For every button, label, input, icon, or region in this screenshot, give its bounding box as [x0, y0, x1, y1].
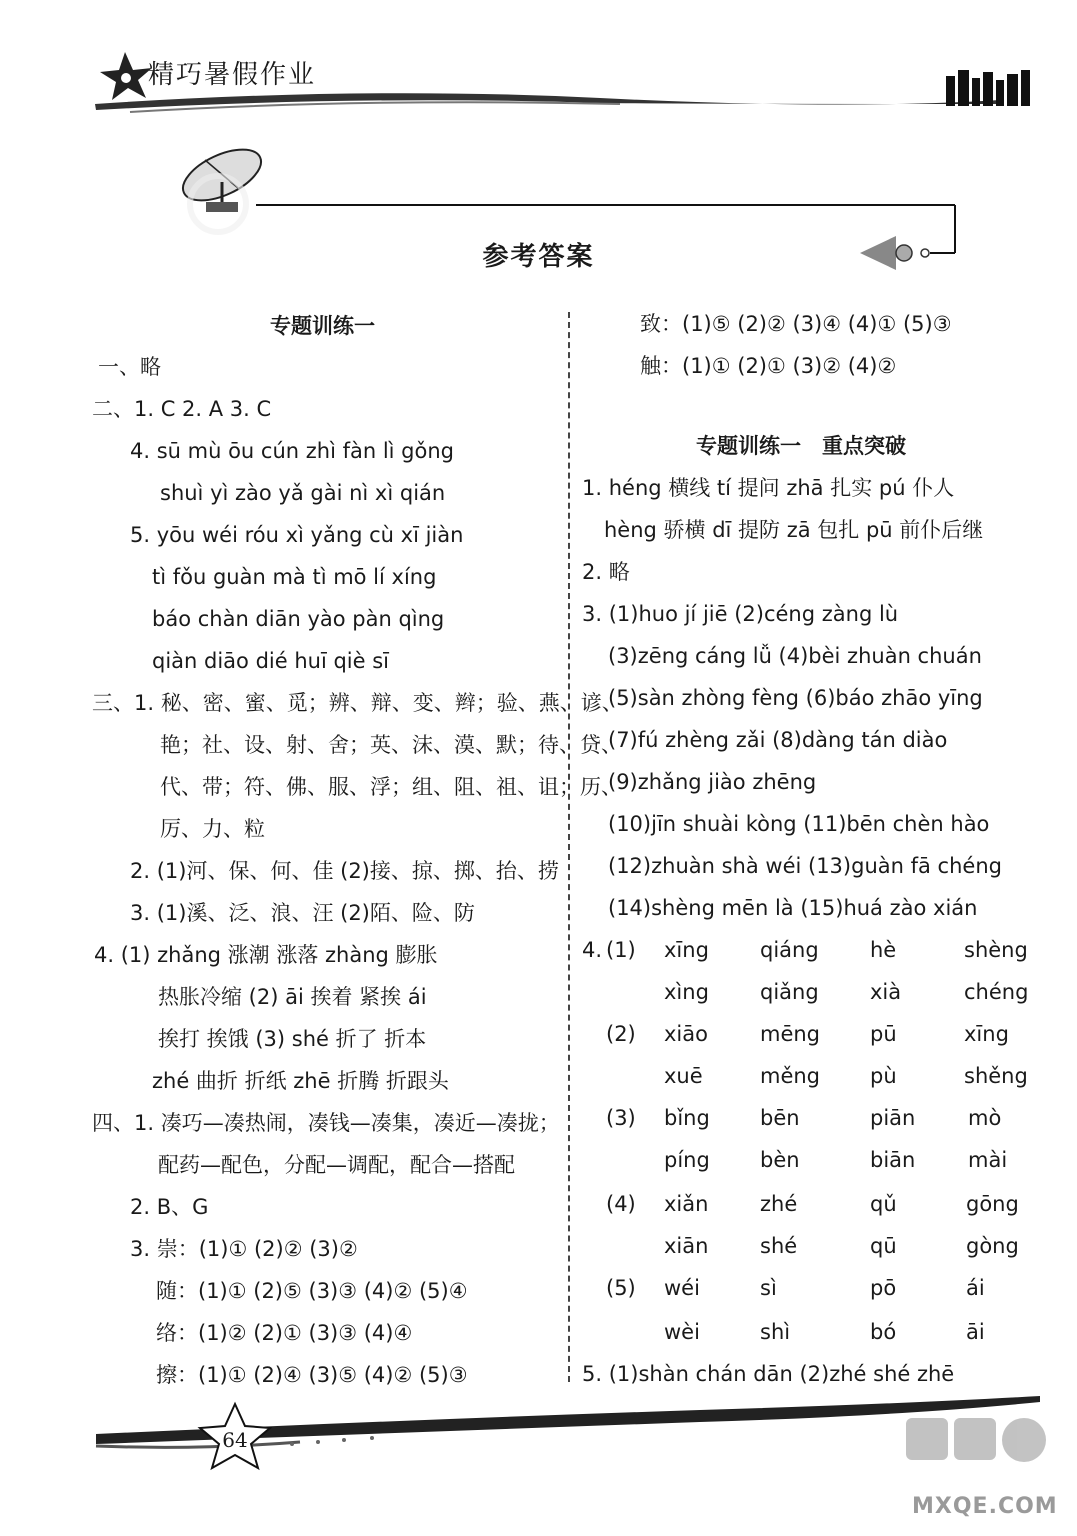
- pinyin-cell: xiāo: [664, 1022, 708, 1046]
- pinyin-cell: xuē: [664, 1064, 703, 1088]
- group-label: (5): [606, 1276, 636, 1300]
- pinyin-cell: mò: [968, 1106, 1002, 1130]
- pinyin-cell: chéng: [964, 980, 1029, 1004]
- answer-line: 随：(1)① (2)⑤ (3)③ (4)② (5)④: [156, 1279, 468, 1303]
- answer-line: 3. 崇：(1)① (2)② (3)②: [130, 1237, 358, 1261]
- pinyin-cell: píng: [664, 1148, 710, 1172]
- answer-line: 3. (1)溪、泛、浪、汪 (2)陌、险、防: [130, 901, 475, 925]
- answer-line: 4. (1) zhǎng 涨潮 涨落 zhàng 膨胀: [94, 943, 438, 967]
- pinyin-cell: mēng: [760, 1022, 821, 1046]
- pinyin-cell: hè: [870, 938, 897, 962]
- watermark-icon: [906, 1418, 1046, 1462]
- books-icon: [946, 70, 1030, 106]
- answer-line: 2. (1)河、保、何、佳 (2)接、掠、掷、抬、捞: [130, 859, 559, 883]
- group-label: (1): [606, 938, 636, 962]
- answer-line: 擦：(1)① (2)④ (3)⑤ (4)② (5)③: [156, 1363, 468, 1387]
- pinyin-cell: mài: [968, 1148, 1008, 1172]
- answer-line: (3)zēng cáng lǚ (4)bèi zhuàn chuán: [608, 644, 982, 668]
- flower-icon: [100, 52, 152, 100]
- answer-line: (14)shèng mēn là (15)huá zào xián: [608, 896, 978, 920]
- pinyin-cell: xìng: [664, 980, 709, 1004]
- answer-line: 四、1. 凑巧—凑热闹，凑钱—凑集，凑近—凑拢；: [92, 1111, 560, 1135]
- left-section-heading: 专题训练一: [270, 314, 375, 338]
- pinyin-cell: qiáng: [760, 938, 819, 962]
- answer-line: (5)sàn zhòng fèng (6)báo zhāo yīng: [608, 686, 983, 710]
- right-section-heading: 专题训练一 重点突破: [696, 434, 906, 458]
- answer-line: 1. héng 横线 tí 提问 zhā 扎实 pú 仆人: [582, 476, 955, 500]
- answer-line: 热胀冷缩 (2) āi 挨着 紧挨 ái: [158, 985, 427, 1009]
- pinyin-cell: sì: [760, 1276, 777, 1300]
- answer-line: 一、略: [98, 355, 161, 379]
- answer-line: 2. B、G: [130, 1195, 209, 1219]
- pinyin-cell: shèng: [964, 938, 1028, 962]
- pinyin-cell: biān: [870, 1148, 916, 1172]
- pinyin-cell: gòng: [966, 1234, 1019, 1258]
- answer-line: zhé 曲折 折纸 zhē 折腾 折跟头: [152, 1069, 449, 1093]
- answer-line: 5. yōu wéi róu xì yǎng cù xī jiàn: [130, 523, 464, 547]
- answer-line: 二、1. C 2. A 3. C: [92, 397, 272, 421]
- answer-line: 络：(1)② (2)① (3)③ (4)④: [156, 1321, 413, 1345]
- pinyin-cell: xiǎn: [664, 1192, 709, 1216]
- answer-line: 5. (1)shàn chán dān (2)zhé shé zhē: [582, 1362, 955, 1386]
- pinyin-cell: āi: [966, 1320, 985, 1344]
- answer-line: (10)jīn shuài kòng (11)bēn chèn hào: [608, 812, 990, 836]
- question-4-label: 4.: [582, 938, 603, 962]
- column-divider: [568, 312, 570, 1382]
- pinyin-cell: pō: [870, 1276, 897, 1300]
- answer-line: (7)fú zhèng zǎi (8)dàng tán diào: [608, 728, 948, 752]
- pinyin-cell: qiǎng: [760, 980, 819, 1004]
- pinyin-cell: měng: [760, 1064, 821, 1088]
- pinyin-cell: xīng: [664, 938, 709, 962]
- page-title: 参考答案: [482, 242, 595, 272]
- answer-line: 三、1. 秘、密、蜜、觅；辨、辩、变、辫；验、燕、谚、: [92, 691, 623, 715]
- page-number: 64: [222, 1428, 248, 1452]
- answer-line: shuì yì zào yǎ gài nì xì qián: [160, 481, 446, 505]
- pinyin-cell: pù: [870, 1064, 897, 1088]
- pinyin-cell: bēn: [760, 1106, 800, 1130]
- pinyin-cell: bèn: [760, 1148, 800, 1172]
- pinyin-cell: bó: [870, 1320, 897, 1344]
- answer-line: 挨打 挨饿 (3) shé 折了 折本: [158, 1027, 427, 1051]
- pinyin-cell: ái: [966, 1276, 985, 1300]
- answer-line: (12)zhuàn shà wéi (13)guàn fā chéng: [608, 854, 1002, 878]
- group-label: (2): [606, 1022, 636, 1046]
- pinyin-cell: pū: [870, 1022, 897, 1046]
- pinyin-cell: wèi: [664, 1320, 700, 1344]
- pinyin-cell: qǔ: [870, 1192, 897, 1216]
- answer-line: 3. (1)huo jí jiē (2)céng zàng lù: [582, 602, 899, 626]
- pinyin-cell: piān: [870, 1106, 916, 1130]
- pinyin-cell: gōng: [966, 1192, 1019, 1216]
- pinyin-cell: xīng: [964, 1022, 1009, 1046]
- answer-line: hèng 骄横 dī 提防 zā 包扎 pū 前仆后继: [604, 518, 984, 542]
- pinyin-cell: bǐng: [664, 1106, 710, 1130]
- pinyin-cell: shì: [760, 1320, 791, 1344]
- group-label: (3): [606, 1106, 636, 1130]
- pinyin-cell: zhé: [760, 1192, 798, 1216]
- pinyin-cell: wéi: [664, 1276, 700, 1300]
- answer-line: 代、带；符、佛、服、浮；组、阻、祖、诅；历、: [160, 775, 622, 799]
- pinyin-cell: xiān: [664, 1234, 709, 1258]
- answer-line: 触：(1)① (2)① (3)② (4)②: [640, 354, 897, 378]
- group-label: (4): [606, 1192, 636, 1216]
- answer-line: 艳；社、设、射、舍；英、沫、漠、默；待、贷、: [160, 733, 622, 757]
- pinyin-cell: xià: [870, 980, 902, 1004]
- answer-line: (9)zhǎng jiào zhēng: [608, 770, 817, 794]
- pinyin-cell: shé: [760, 1234, 798, 1258]
- satellite-dish-icon: [175, 139, 268, 232]
- answer-line: báo chàn diān yào pàn qìng: [152, 607, 445, 631]
- pinyin-cell: qū: [870, 1234, 897, 1258]
- pinyin-cell: shěng: [964, 1064, 1028, 1088]
- series-title: 精巧暑假作业: [148, 60, 317, 90]
- answer-line: 4. sū mù ōu cún zhì fàn lì gǒng: [130, 439, 455, 463]
- answer-line: 2. 略: [582, 560, 630, 584]
- answer-line: 致：(1)⑤ (2)② (3)④ (4)① (5)③: [640, 312, 952, 336]
- watermark-text: MXQE.COM: [912, 1494, 1058, 1519]
- answer-line: 配药—配色，分配—调配，配合—搭配: [158, 1153, 515, 1177]
- answer-line: qiàn diāo dié huī qiè sī: [152, 649, 389, 673]
- answer-line: 厉、力、粒: [160, 817, 265, 841]
- answer-line: tì fǒu guàn mà tì mō lí xíng: [152, 565, 437, 589]
